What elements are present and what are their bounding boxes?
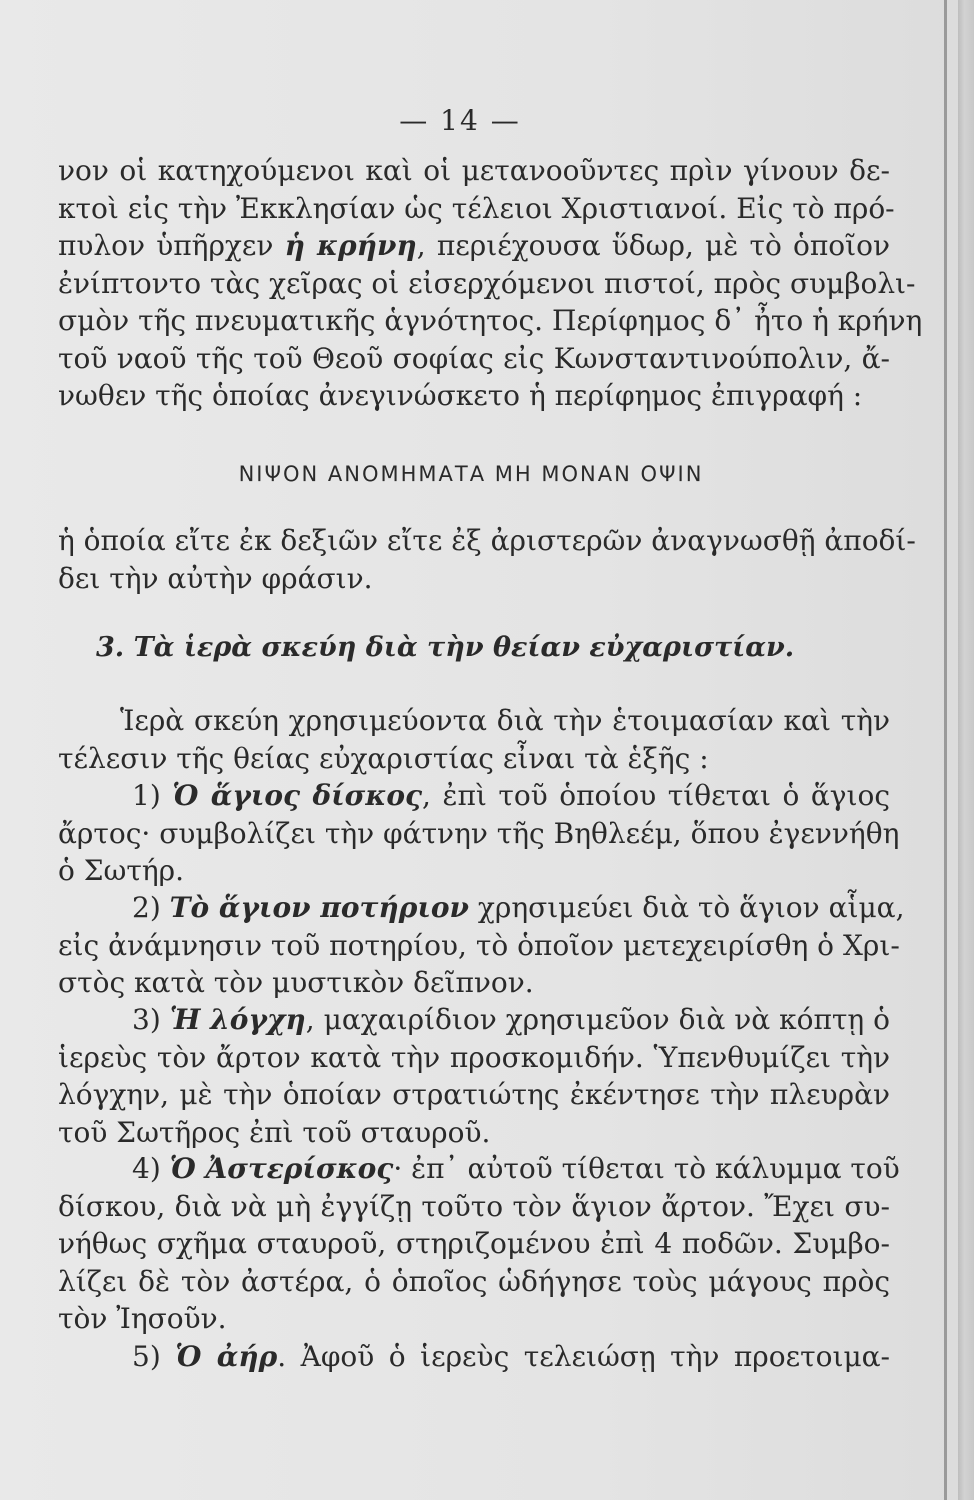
- text-line: τοῦ ναοῦ τῆς τοῦ Θεοῦ σοφίας εἰς Κωνσταντινούπολιν, ἄ-: [58, 341, 890, 375]
- text-line: εἰς ἀνάμνησιν τοῦ ποτηρίου, τὸ ὁποῖον μετεχειρίσθη ὁ Χρι-: [58, 928, 900, 962]
- item-number: 5): [132, 1340, 176, 1373]
- text-line: ἐνίπτοντο τὰς χεῖρας οἱ εἰσερχόμενοι πιστοί, πρὸς συμβολι-: [58, 266, 916, 300]
- text-segment: πυλον ὑπῆρχεν: [58, 229, 285, 262]
- text-line: ὁ Σωτήρ.: [58, 854, 185, 887]
- item-5: [58, 1338, 890, 1376]
- text-line: δει τὴν αὐτὴν φράσιν.: [58, 561, 373, 595]
- item-2: [58, 889, 905, 1002]
- text-line: νήθως σχῆμα σταυροῦ, στηριζομένου ἐπὶ 4 ποδῶν. Συμβο-: [58, 1227, 890, 1260]
- text-segment: χρησιμεύει διὰ τὸ ἅγιον αἷμα,: [468, 891, 905, 924]
- text-line: [58, 1001, 890, 1039]
- item-number: 1): [132, 779, 173, 812]
- text-line: λίζει δὲ τὸν ἀστέρα, ὁ ὁποῖος ὡδήγησε τοὺς μάγους πρὸς: [58, 1264, 890, 1298]
- text-line: ἄρτος· συμβολίζει τὴν φάτνην τῆς Βηθλεέμ, ὅπου ἐγεννήθη: [58, 816, 900, 850]
- text-line: [58, 1338, 890, 1376]
- item-3: [58, 1001, 890, 1151]
- text-segment: , μαχαιρίδιον χρησιμεῦον διὰ νὰ κόπτῃ ὁ: [305, 1003, 891, 1036]
- page-number: — 14 —: [399, 104, 521, 137]
- item-number: 2): [132, 891, 170, 924]
- item-4: [58, 1150, 900, 1338]
- paragraph-intro: [58, 702, 890, 777]
- text-segment: . Ἀφοῦ ὁ ἱερεὺς τελειώσῃ τὴν προετοιμα-: [277, 1340, 891, 1373]
- item-number: 4): [132, 1152, 170, 1185]
- text-segment: · ἐπ᾽ αὐτοῦ τίθεται τὸ κάλυμμα τοῦ: [393, 1152, 900, 1185]
- text-line: λόγχην, μὲ τὴν ὁποίαν στρατιώτης ἐκέντησε τὴν πλευρὰν: [58, 1078, 890, 1111]
- item-term: Ὁ ἀήρ: [175, 1340, 278, 1373]
- item-number: 3): [132, 1003, 170, 1036]
- item-term: Τὸ ἅγιον ποτήριον: [169, 891, 469, 924]
- term-krini: ἡ κρήνη: [284, 229, 417, 262]
- text-line: νον οἱ κατηχούμενοι καὶ οἱ μετανοοῦντες πρὶν γίνουν δε-: [58, 154, 890, 187]
- item-1: [58, 777, 900, 890]
- text-line: [58, 777, 890, 815]
- text-line: [58, 1150, 900, 1188]
- item-term: Ὁ Ἀστερίσκος: [169, 1152, 394, 1185]
- item-term: Ἡ λόγχη: [169, 1003, 306, 1036]
- paragraph-fountain: [58, 152, 923, 415]
- text-line: τέλεσιν τῆς θείας εὐχαριστίας εἶναι τὰ ἑξῆς :: [58, 741, 709, 775]
- page-edge-shadow: [958, 0, 974, 1500]
- text-line: στὸς κατὰ τὸν μυστικὸν δεῖπνον.: [58, 966, 534, 999]
- text-segment: , ἐπὶ τοῦ ὁποίου τίθεται ὁ ἅγιος: [422, 779, 891, 812]
- text-line: [58, 227, 890, 265]
- section-heading: 3. Τὰ ἱερὰ σκεύη διὰ τὴν θείαν εὐχαριστίαν.: [96, 632, 795, 663]
- text-line: σμὸν τῆς πνευματικῆς ἁγνότητος. Περίφημος δ᾽ ἦτο ἡ κρήνη: [58, 304, 923, 337]
- text-line: κτοὶ εἰς τὴν Ἐκκλησίαν ὡς τέλειοι Χριστιανοί. Εἰς τὸ πρό-: [58, 191, 895, 225]
- text-line: [58, 889, 905, 927]
- text-line: τοῦ Σωτῆρος ἐπὶ τοῦ σταυροῦ.: [58, 1115, 491, 1149]
- text-segment: , περιέχουσα ὕδωρ, μὲ τὸ ὁποῖον: [416, 229, 890, 262]
- text-line: ἡ ὁποία εἴτε ἐκ δεξιῶν εἴτε ἐξ ἀριστερῶν ἀναγνωσθῇ ἀποδί-: [58, 524, 916, 557]
- text-line: τὸν Ἰησοῦν.: [58, 1302, 227, 1335]
- item-term: Ὁ ἅγιος δίσκος: [172, 779, 423, 812]
- text-line: ἱερεὺς τὸν ἄρτον κατὰ τὴν προσκομιδήν. Ὑπενθυμίζει τὴν: [58, 1040, 890, 1074]
- palindrome-inscription: ΝΙΨΟΝ ΑΝΟΜΗΜΑΤΑ ΜΗ ΜΟΝΑΝ ΟΨΙΝ: [238, 462, 704, 486]
- text-line: δίσκου, διὰ νὰ μὴ ἐγγίζῃ τοῦτο τὸν ἅγιον ἄρτον. Ἔχει συ-: [58, 1189, 890, 1223]
- text-line: νωθεν τῆς ὁποίας ἀνεγινώσκετο ἡ περίφημος ἐπιγραφή :: [58, 379, 863, 412]
- binding-edge-line: [944, 0, 947, 1500]
- text-line: Ἱερὰ σκεύη χρησιμεύοντα διὰ τὴν ἑτοιμασίαν καὶ τὴν: [120, 704, 890, 737]
- paragraph-palindrome: [58, 522, 916, 597]
